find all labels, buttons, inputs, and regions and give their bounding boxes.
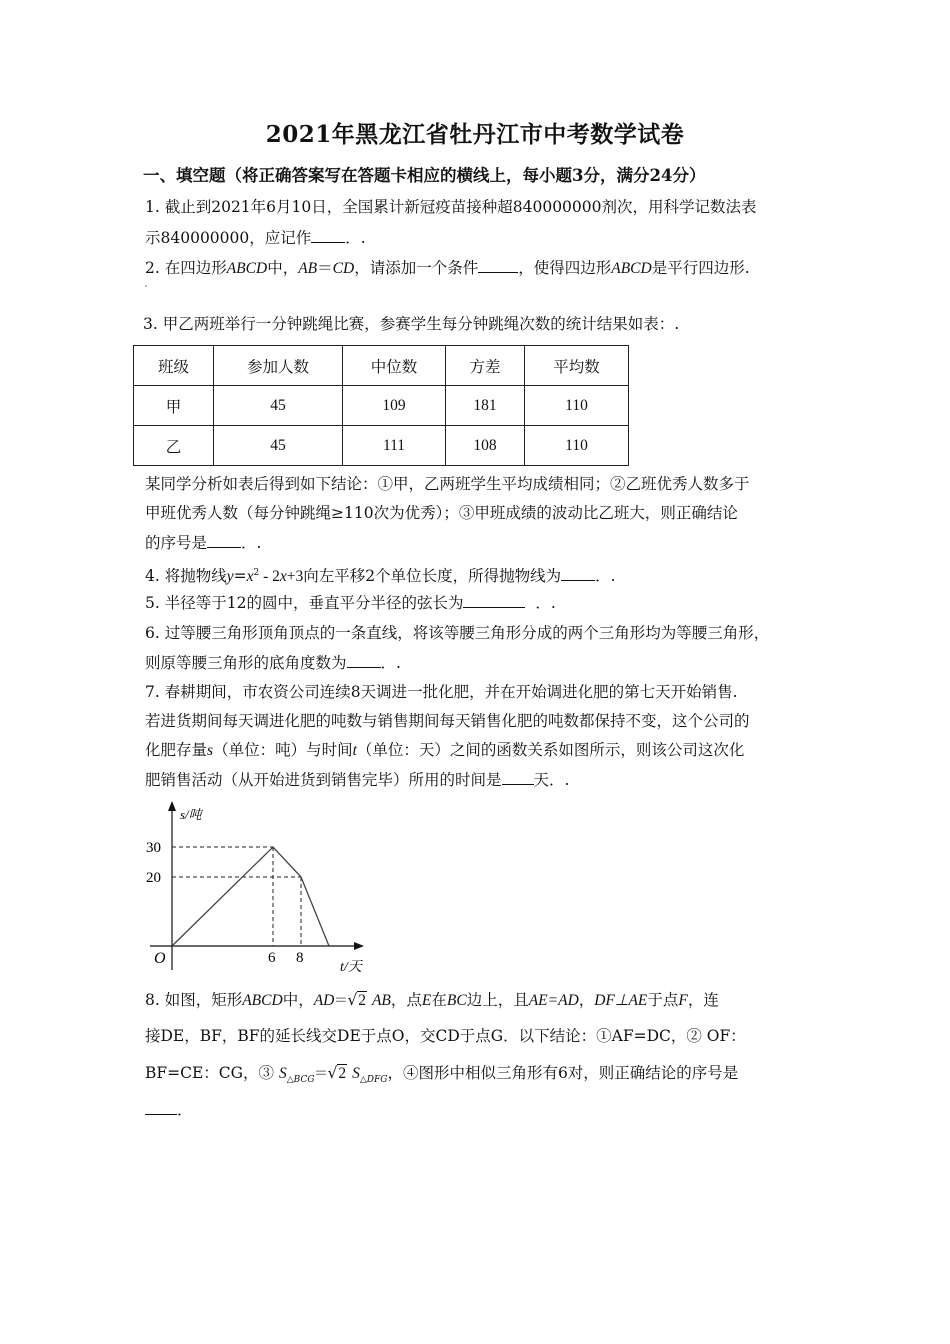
q7-line2: 若进货期间每天调进化肥的吨数与销售期间每天销售化肥的吨数都保持不变，这个公司的 xyxy=(145,712,750,730)
math-op: = xyxy=(233,567,247,586)
q4-text: 向左平移2个单位长度，所得抛物线为 xyxy=(303,567,562,586)
q6-end: ．. xyxy=(380,654,401,672)
q8-text: 8. 如图，矩形 xyxy=(145,991,243,1009)
q1-text: 示840000000，应记作 xyxy=(145,229,312,247)
answer-blank xyxy=(478,258,518,273)
math-op: = xyxy=(314,1064,328,1082)
table-cell: 45 xyxy=(214,386,343,426)
table-header: 参加人数 xyxy=(214,346,343,386)
document-title: 2021年黑龙江省牡丹江市中考数学试卷 xyxy=(265,121,685,148)
guide-lines xyxy=(172,847,301,946)
math-var: DF⊥AE xyxy=(594,992,648,1009)
math-var: E xyxy=(421,992,432,1009)
q2-text: 2. 在四边形 xyxy=(145,259,227,277)
q7-text: 肥销售活动（从开始进货到销售完毕）所用的时间是 xyxy=(145,771,502,789)
q1-line1: 1. 截止到2021年6月10日，全国累计新冠疫苗接种超840000000剂次，用科学记数法表 xyxy=(145,198,757,216)
q5-text: 5. 半径等于12的圆中，垂直平分半径的弦长为 xyxy=(145,594,464,612)
table-cell: 109 xyxy=(343,386,446,426)
math-op: ＝ xyxy=(317,259,333,277)
table-row xyxy=(134,426,629,466)
table-cell: 45 xyxy=(214,426,343,466)
q2-line xyxy=(145,258,750,279)
math-var: BC xyxy=(446,992,467,1009)
q8-text: ， xyxy=(578,991,595,1009)
q1-line2 xyxy=(145,228,366,248)
q3-conclusion-line1: 某同学分析如表后得到如下结论：①甲，乙两班学生平均成绩相同；②乙班优秀人数多于 xyxy=(145,475,750,493)
sqrt-expression: √2 xyxy=(347,991,367,1009)
math-var: ABCD xyxy=(611,260,652,277)
math-var: CD xyxy=(332,260,355,277)
origin-label: O xyxy=(154,950,166,967)
math-exponent: 2 xyxy=(253,568,260,578)
y-axis-arrow-icon xyxy=(168,801,176,811)
q8-text: 边上，且 xyxy=(466,991,529,1009)
q2-text: 是平行四边形. xyxy=(651,259,750,277)
q7-text: 化肥存量 xyxy=(145,741,208,759)
x-tick-8: 8 xyxy=(296,950,304,966)
math-term: - 2 xyxy=(259,568,280,586)
q7-line4 xyxy=(145,770,569,790)
radicand: 2 xyxy=(358,992,367,1009)
q8-text: 在 xyxy=(431,991,447,1009)
q3-end: ．. xyxy=(241,534,262,552)
math-subscript: △DFG xyxy=(359,1075,388,1086)
section-heading: 一、填空题（将正确答案写在答题卡相应的横线上，每小题3分，满分24分） xyxy=(143,166,706,185)
math-var: AD xyxy=(313,992,335,1009)
math-var: y xyxy=(226,568,234,586)
table-row xyxy=(134,386,629,426)
q6-line1: 6. 过等腰三角形顶角顶点的一条直线，将该等腰三角形分成的两个三角形均为等腰三角形， xyxy=(145,624,770,642)
math-var: S xyxy=(352,1065,360,1082)
sqrt-expression: √2 xyxy=(327,1064,347,1082)
q1-end: ．. xyxy=(345,229,366,247)
math-term: +3 xyxy=(286,568,304,586)
stock-time-graph xyxy=(140,795,390,980)
y-tick-30: 30 xyxy=(146,840,161,856)
q6-line2 xyxy=(145,653,401,673)
q8-line4 xyxy=(145,1100,193,1120)
table-header: 平均数 xyxy=(525,346,629,386)
q4-end: ．. xyxy=(595,567,616,586)
answer-blank xyxy=(347,653,381,668)
q8-text: ，点 xyxy=(390,991,422,1009)
table-cell: 110 xyxy=(525,386,629,426)
q7-line3 xyxy=(145,740,744,761)
q8-text: BF=CE：CG，③ xyxy=(145,1064,275,1082)
q3-text: 的序号是 xyxy=(145,534,208,552)
function-line xyxy=(172,847,329,946)
answer-blank xyxy=(463,593,525,608)
math-var: AE=AD xyxy=(528,992,579,1009)
radicand: 2 xyxy=(338,1065,347,1082)
x-tick-6: 6 xyxy=(268,950,276,966)
table-header-row xyxy=(134,346,629,386)
q4-line xyxy=(145,563,616,587)
q8-line1 xyxy=(145,990,719,1011)
answer-blank xyxy=(502,770,534,785)
stats-table xyxy=(133,345,629,466)
math-var: S xyxy=(279,1065,287,1082)
answer-blank xyxy=(561,566,595,581)
table-cell: 108 xyxy=(446,426,525,466)
q8-end: ． xyxy=(177,1101,193,1119)
answer-blank xyxy=(145,1100,177,1115)
q7-end: 天．. xyxy=(533,771,570,789)
q8-text: ，④图形中相似三角形有6对，则正确结论的序号是 xyxy=(387,1064,739,1082)
math-op: = xyxy=(334,991,348,1009)
q4-text: 4. 将抛物线 xyxy=(145,567,227,586)
table-cell: 乙 xyxy=(134,426,214,466)
math-var: x xyxy=(246,568,254,586)
q2-text: ，请添加一个条件 xyxy=(354,259,479,277)
q6-text: 则原等腰三角形的底角度数为 xyxy=(145,654,347,672)
q5-end: ．. xyxy=(535,594,556,612)
q2-text: ，使得四边形 xyxy=(518,259,612,277)
y-tick-20: 20 xyxy=(146,870,161,886)
answer-blank xyxy=(311,228,345,243)
math-var: ABCD xyxy=(242,992,283,1009)
stray-mark xyxy=(145,285,147,287)
q8-line2: 接DE，BF，BF的延长线交DE于点O，交CD于点G．以下结论：①AF=DC，② OF： xyxy=(145,1027,746,1045)
table-cell: 甲 xyxy=(134,386,214,426)
q5-line xyxy=(145,593,556,613)
math-subscript: △BCG xyxy=(286,1075,315,1086)
q8-text: 中， xyxy=(282,991,314,1009)
x-axis-arrow-icon xyxy=(354,942,364,950)
x-axis-label: t/天 xyxy=(340,960,362,975)
q7-line1: 7. 春耕期间，市农资公司连续8天调进一批化肥，并在开始调进化肥的第七天开始销售. xyxy=(145,683,738,701)
q8-line3 xyxy=(145,1063,738,1090)
math-var: AB xyxy=(371,992,391,1009)
y-axis-label: s/吨 xyxy=(180,807,202,822)
table-header: 班级 xyxy=(134,346,214,386)
answer-blank xyxy=(207,533,241,548)
q3-conclusion-line2: 甲班优秀人数（每分钟跳绳≥110次为优秀）；③甲班成绩的波动比乙班大，则正确结论 xyxy=(145,504,738,522)
q7-text: （单位：吨）与时间 xyxy=(213,741,353,759)
math-var: s xyxy=(207,742,214,759)
q2-text: 中， xyxy=(267,259,299,277)
math-var: AB xyxy=(298,260,318,277)
table-header: 方差 xyxy=(446,346,525,386)
q8-text: ，连 xyxy=(687,991,719,1009)
q3-conclusion-line3 xyxy=(145,533,261,553)
math-var: x xyxy=(279,568,287,586)
q8-text: 于点 xyxy=(647,991,679,1009)
table-cell: 111 xyxy=(343,426,446,466)
table-cell: 110 xyxy=(525,426,629,466)
table-cell: 181 xyxy=(446,386,525,426)
math-var: t xyxy=(352,742,357,759)
math-var: ABCD xyxy=(226,260,268,277)
table-header: 中位数 xyxy=(343,346,446,386)
math-var: F xyxy=(678,992,688,1009)
q7-text: （单位：天）之间的函数关系如图所示，则该公司这次化 xyxy=(356,741,745,759)
q3-intro: 3. 甲乙两班举行一分钟跳绳比赛，参赛学生每分钟跳绳次数的统计结果如表：. xyxy=(143,315,680,333)
